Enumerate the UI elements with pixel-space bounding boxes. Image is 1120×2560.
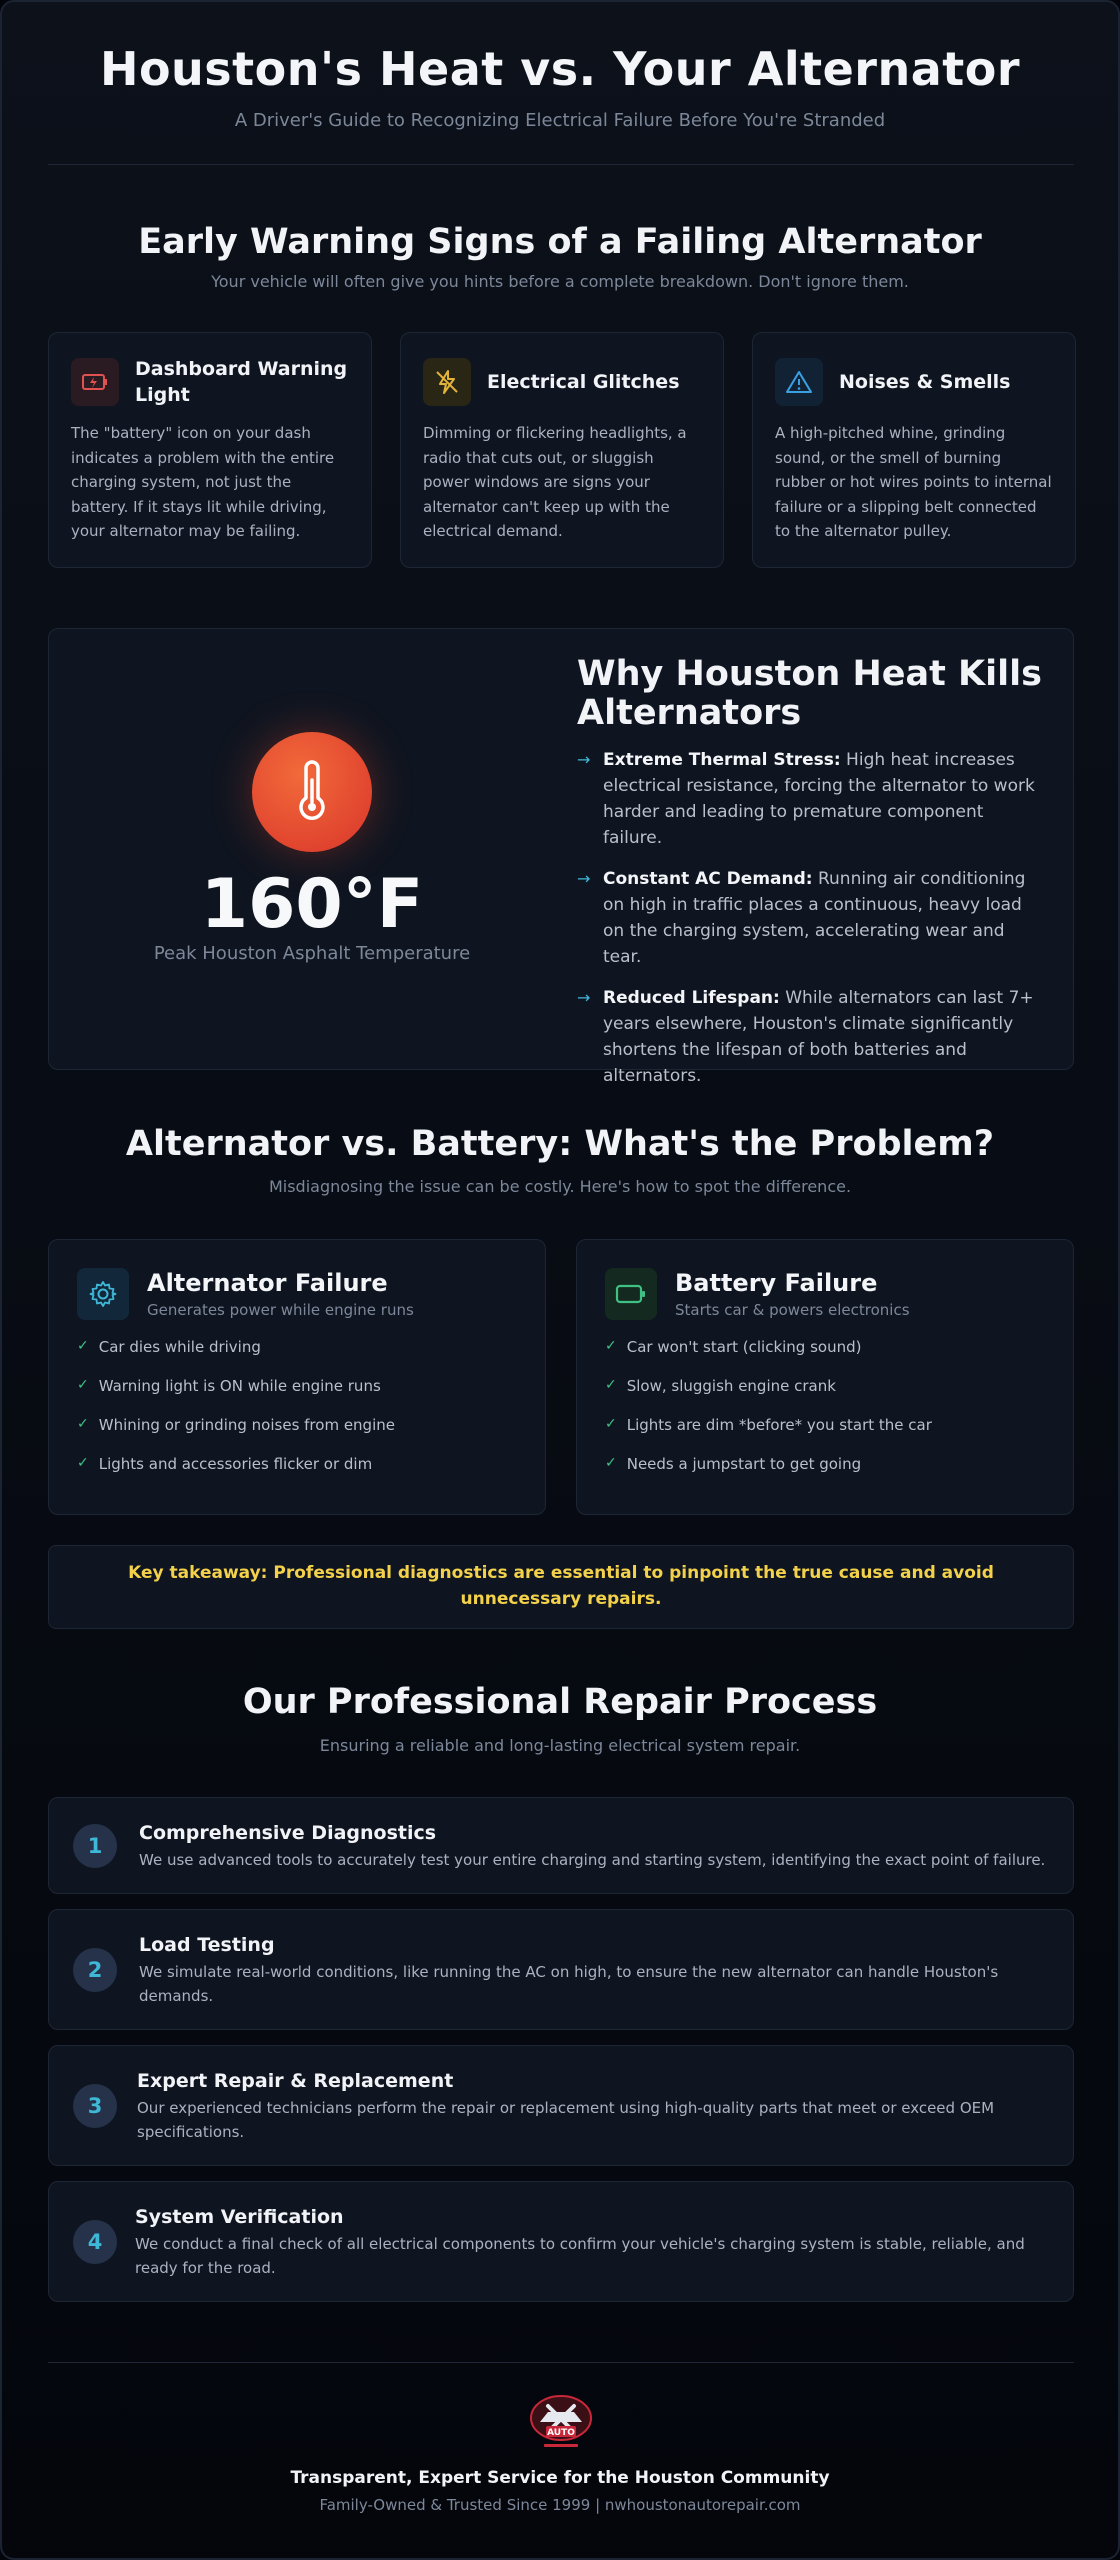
- warning-triangle-icon: [775, 358, 823, 406]
- symptom-list: [77, 1338, 517, 1494]
- step-number: 2: [73, 1948, 117, 1992]
- list-item: [77, 1416, 517, 1455]
- step-text: We conduct a final check of all electrical components to confirm your vehicle's charging system is stable, reliable, and ready for the road.: [135, 2235, 1025, 2277]
- process-step: [48, 1797, 1074, 1894]
- step-title: System Verification: [135, 2206, 344, 2228]
- reason-label: Reduced Lifespan:: [603, 988, 780, 1008]
- divider: [48, 2362, 1074, 2363]
- check-icon: ✓: [605, 1377, 617, 1393]
- reason-label: Constant AC Demand:: [603, 869, 813, 889]
- reason-label: Extreme Thermal Stress:: [603, 750, 841, 770]
- heat-reason: [577, 985, 1047, 1089]
- sign-text: The "battery" icon on your dash indicates a problem with the entire charging system, not just the battery. If it stays lit while driving, your alternator may be failing.: [71, 424, 335, 540]
- footer-title: Transparent, Expert Service for the Houston Community: [290, 2468, 830, 2488]
- check-icon: ✓: [605, 1338, 617, 1354]
- heat-panel: [48, 628, 1074, 1086]
- heat-reasons-list: [577, 747, 1047, 1104]
- step-title: Comprehensive Diagnostics: [139, 1822, 437, 1844]
- process-section-title: Our Professional Repair Process: [242, 1682, 878, 1722]
- warning-section-title: Early Warning Signs of a Failing Alternator: [138, 222, 982, 262]
- step-number: 3: [73, 2084, 117, 2128]
- list-item: [605, 1377, 1045, 1416]
- sign-text: Dimming or flickering headlights, a radio that cuts out, or sluggish power windows are signs your alternator can't keep up with the electrical demand.: [423, 424, 687, 540]
- sign-title: Electrical Glitches: [487, 371, 680, 393]
- card-subtitle: Starts car & powers electronics: [675, 1301, 910, 1319]
- check-icon: ✓: [77, 1377, 89, 1393]
- reason-text: Running air conditioning on high in traffic places a continuous, heavy load on the charging system, accelerating wear and tear.: [603, 869, 1026, 967]
- list-item: [605, 1416, 1045, 1455]
- alternator-failure-card: [48, 1239, 546, 1515]
- symptom-text: Lights and accessories flicker or dim: [98, 1455, 373, 1473]
- page-subtitle: A Driver's Guide to Recognizing Electrical Failure Before You're Stranded: [234, 110, 886, 131]
- arrow-right-icon: →: [577, 750, 591, 769]
- step-number: 1: [73, 1824, 117, 1868]
- temperature-label: Peak Houston Asphalt Temperature: [153, 943, 471, 964]
- sign-card-electrical: [400, 332, 724, 568]
- process-section-subtitle: Ensuring a reliable and long-lasting electrical system repair.: [319, 1736, 801, 1755]
- thermometer-icon: [252, 732, 372, 852]
- reason-text: High heat increases electrical resistance, forcing the alternator to work harder and leading to premature component failure.: [603, 750, 1035, 848]
- page-title: Houston's Heat vs. Your Alternator: [99, 42, 1021, 96]
- list-item: [605, 1455, 1045, 1494]
- list-item: [605, 1338, 1045, 1377]
- divider: [48, 164, 1074, 165]
- symptom-text: Lights are dim *before* you start the car: [626, 1416, 932, 1434]
- card-subtitle: Generates power while engine runs: [147, 1301, 414, 1319]
- symptom-text: Whining or grinding noises from engine: [98, 1416, 395, 1434]
- check-icon: ✓: [77, 1338, 89, 1354]
- symptom-list: [605, 1338, 1045, 1494]
- step-text: Our experienced technicians perform the repair or replacement using high-quality parts that meet or exceed OEM specifications.: [137, 2099, 995, 2141]
- heat-reason: [577, 866, 1047, 970]
- step-number: 4: [73, 2220, 117, 2264]
- card-title: Alternator Failure: [147, 1269, 388, 1297]
- list-item: [77, 1377, 517, 1416]
- symptom-text: Warning light is ON while engine runs: [98, 1377, 381, 1395]
- heat-reason: [577, 747, 1047, 851]
- symptom-text: Needs a jumpstart to get going: [626, 1455, 862, 1473]
- symptom-text: Car won't start (clicking sound): [626, 1338, 862, 1356]
- heat-title: Why Houston Heat Kills Alternators: [577, 654, 1042, 733]
- step-title: Expert Repair & Replacement: [137, 2070, 454, 2092]
- logo-text: AUTO: [547, 2428, 575, 2438]
- warning-section-subtitle: Your vehicle will often give you hints before a complete breakdown. Don't ignore them.: [211, 272, 909, 291]
- sign-title: Noises & Smells: [839, 371, 1011, 393]
- step-text: We use advanced tools to accurately test your entire charging and starting system, identifying the exact point of failure.: [139, 1851, 1046, 1869]
- check-icon: ✓: [605, 1416, 617, 1432]
- footer-subtitle: Family-Owned & Trusted Since 1999 | nwhoustonautorepair.com: [319, 2496, 801, 2514]
- symptom-text: Slow, sluggish engine crank: [626, 1377, 836, 1395]
- arrow-right-icon: →: [577, 988, 591, 1007]
- symptom-text: Car dies while driving: [98, 1338, 261, 1356]
- gear-icon: [77, 1268, 129, 1320]
- sign-card-dashboard: [48, 332, 372, 568]
- step-title: Load Testing: [139, 1934, 275, 1956]
- card-title: Battery Failure: [675, 1269, 878, 1297]
- list-item: [77, 1455, 517, 1494]
- process-step: [48, 1909, 1074, 2030]
- process-step: [48, 2181, 1074, 2302]
- battery-icon: [605, 1268, 657, 1320]
- arrow-right-icon: →: [577, 869, 591, 888]
- sign-card-noises: [752, 332, 1076, 568]
- battery-failure-card: [576, 1239, 1074, 1515]
- key-takeaway: Key takeaway: Professional diagnostics are essential to pinpoint the true cause and avoid unnecessary repairs.: [48, 1545, 1074, 1629]
- temperature-value: 160°F: [200, 865, 424, 944]
- check-icon: ✓: [77, 1416, 89, 1432]
- step-text: We simulate real-world conditions, like running the AC on high, to ensure the new alternator can handle Houston's demands.: [139, 1963, 999, 2005]
- reason-text: While alternators can last 7+ years elsewhere, Houston's climate significantly shortens the lifespan of both batteries and alternators.: [603, 988, 1034, 1086]
- sign-text: A high-pitched whine, grinding sound, or the smell of burning rubber or hot wires points to internal failure or a slipping belt connected to the alternator pulley.: [775, 424, 1052, 540]
- compare-section-title: Alternator vs. Battery: What's the Problem?: [125, 1124, 995, 1164]
- company-logo: [526, 2392, 596, 2454]
- check-icon: ✓: [77, 1455, 89, 1471]
- battery-warning-icon: [71, 358, 119, 406]
- lightning-off-icon: [423, 358, 471, 406]
- process-step: [48, 2045, 1074, 2166]
- compare-section-subtitle: Misdiagnosing the issue can be costly. Here's how to spot the difference.: [268, 1177, 852, 1196]
- check-icon: ✓: [605, 1455, 617, 1471]
- sign-title: Dashboard Warning Light: [135, 358, 348, 406]
- list-item: [77, 1338, 517, 1377]
